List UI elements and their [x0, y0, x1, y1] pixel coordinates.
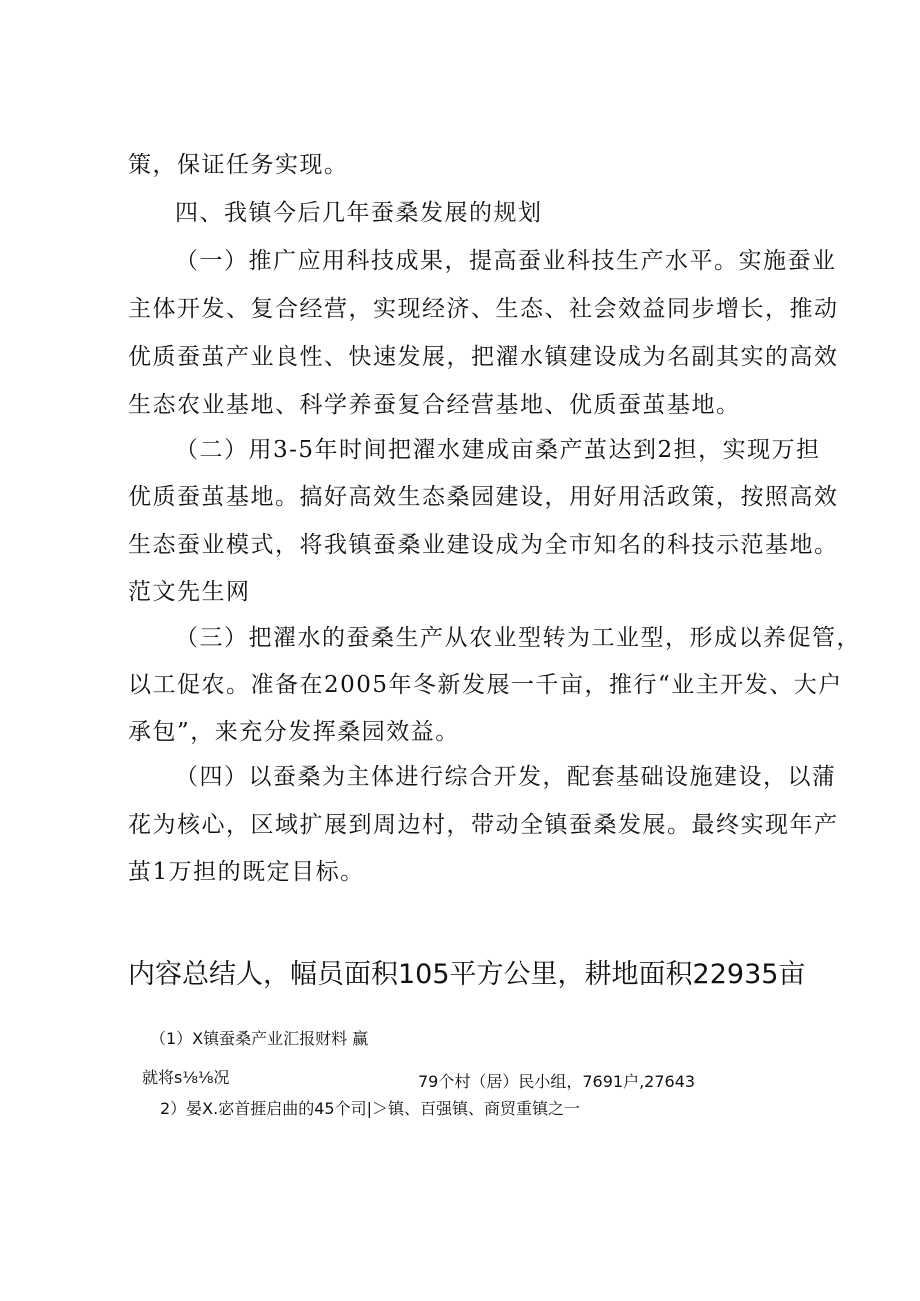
paragraph-line: 主体开发、复合经营，实现经济、生态、社会效益同步增长，推动	[128, 296, 839, 322]
summary-line: 2）晏X.宓首捱启曲的45个司|＞镇、百强镇、商贸重镇之一	[160, 1099, 580, 1118]
paragraph-line: 优质蚕茧基地。搞好高效生态桑园建设，用好用活政策，按照高效	[128, 484, 839, 510]
paragraph-line: 优质蚕茧产业良性、快速发展，把濯水镇建设成为名副其实的高效	[128, 344, 839, 370]
paragraph-line: （一）推广应用科技成果，提高蚕业科技生产水平。实施蚕业	[175, 248, 837, 274]
summary-line: 79个村（居）民小组，7691户,27643	[418, 1072, 696, 1091]
section-heading: 四、我镇今后几年蚕桑发展的规划	[175, 200, 543, 226]
watermark-text: 范文先生网	[128, 579, 251, 605]
paragraph-line: 承包”，来充分发挥桑园效益。	[128, 719, 460, 745]
summary-title: 内容总结人，幅员面积105平方公里，耕地面积22935亩	[128, 959, 806, 990]
paragraph-line: （四）以蚕桑为主体进行综合开发，配套基础设施建设，以蒲	[175, 764, 837, 790]
paragraph-line: 花为核心，区域扩展到周边村，带动全镇蚕桑发展。最终实现年产	[128, 812, 839, 838]
paragraph-line: （二）用3-5年时间把濯水建成亩桑产茧达到2担，实现万担	[175, 437, 821, 463]
paragraph-line: 策，保证任务实现。	[128, 152, 349, 178]
paragraph-line: 茧1万担的既定目标。	[128, 859, 365, 885]
paragraph-line: 生态农业基地、科学养蚕复合经营基地、优质蚕茧基地。	[128, 392, 741, 418]
summary-line: 就将s⅛⅛况	[142, 1068, 230, 1087]
paragraph-line: 生态蚕业模式，将我镇蚕桑业建设成为全市知名的科技示范基地。	[128, 532, 839, 558]
summary-line: （1）X镇蚕桑产业汇报财料 赢	[150, 1029, 369, 1048]
paragraph-line: 以工促农。准备在2005年冬新发展一千亩，推行“业主开发、大户	[128, 672, 843, 698]
paragraph-line: （三）把濯水的蚕桑生产从农业型转为工业型，形成以养促管，	[175, 625, 861, 651]
